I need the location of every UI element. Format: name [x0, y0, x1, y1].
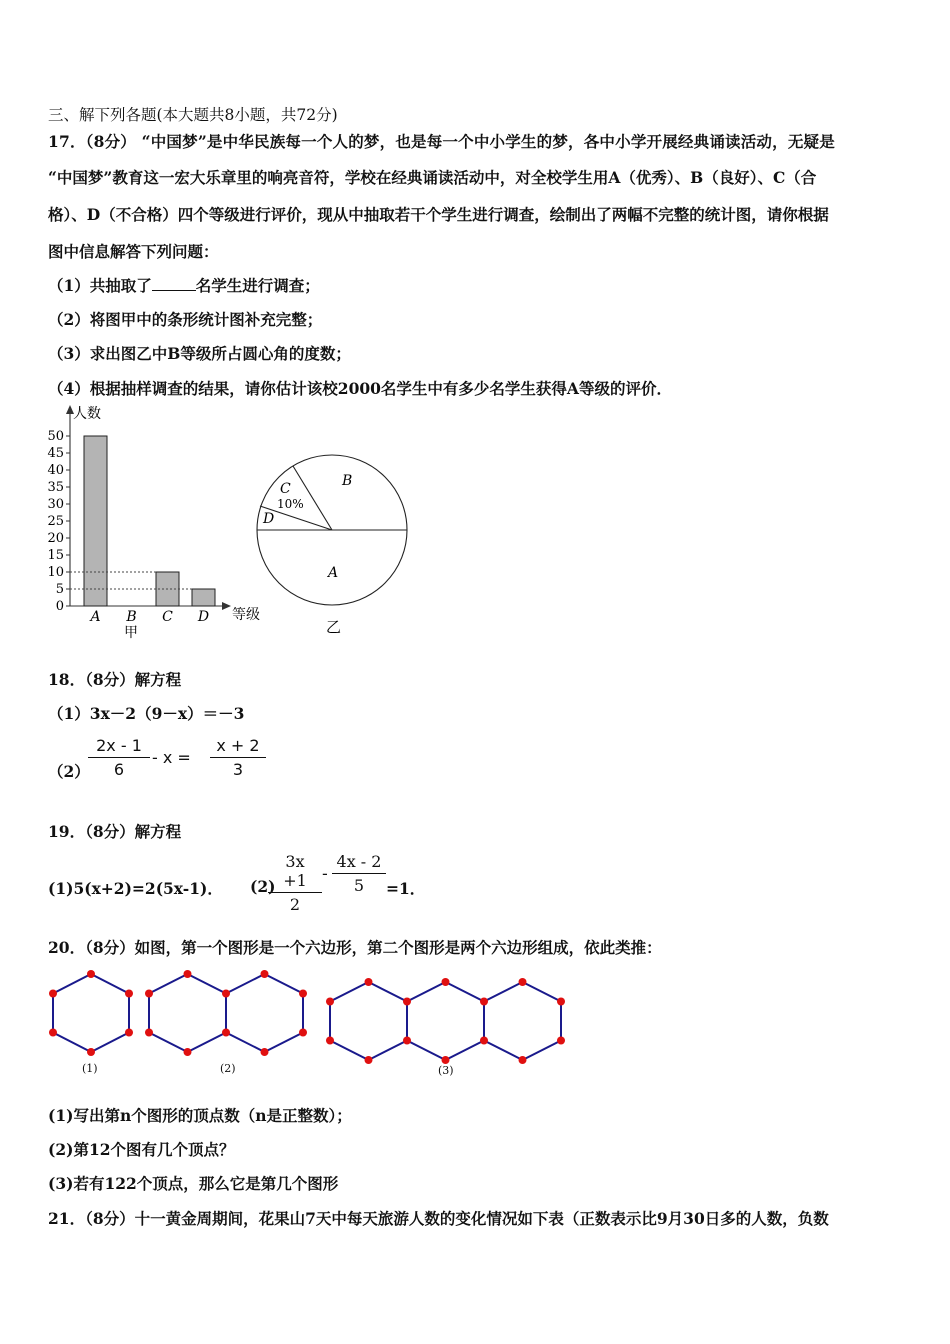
vertex-dot — [87, 1048, 95, 1056]
q17-line1: 17．（8分） “中国梦”是中华民族每一个人的梦，也是每一个中小学生的梦，各中小学开展经典诵读活动，无疑是 — [48, 132, 835, 151]
vertex-dot — [261, 970, 269, 978]
vertex-dot — [326, 1037, 334, 1045]
y-tick-label: 5 — [55, 582, 64, 597]
q17-line2: “中国梦”教育这一宏大乐章里的响亮音符，学校在经典诵读活动中，对全校学生用A（优秀）、B（良好）、C（合 — [48, 168, 817, 187]
hexagon — [53, 974, 129, 1052]
y-tick-label: 30 — [47, 497, 64, 512]
q18-part1: （1）3x－2（9－x）＝－3 — [48, 704, 245, 723]
q18-fraction-right — [210, 736, 266, 779]
pie-label-a: A — [328, 565, 339, 581]
vertex-dot — [125, 1029, 133, 1037]
q17-part2: （2）将图甲中的条形统计图补充完整； — [48, 310, 323, 329]
chart-xlabel: 等级 — [232, 607, 260, 623]
vertex-dot — [326, 998, 334, 1006]
bar-A — [84, 436, 107, 606]
fraction-denominator: 2 — [268, 892, 322, 914]
fraction-numerator: 3x +1 — [283, 852, 307, 890]
q17-part4: （4）根据抽样调查的结果，请你估计该校2000名学生中有多少名学生获得A等级的评价． — [48, 379, 672, 398]
q20-part1: (1)写出第n个图形的顶点数（n是正整数）； — [48, 1106, 352, 1125]
q20-part2: (2)第12个图有几个顶点？ — [48, 1140, 235, 1159]
y-tick-label: 20 — [47, 531, 64, 546]
q21-line1: 21．（8分）十一黄金周期间，花果山7天中每天旅游人数的变化情况如下表（正数表示比9月30日多的人数，负数 — [48, 1209, 829, 1228]
q17-part1-post: 名学生进行调查； — [195, 276, 320, 295]
vertex-dot — [403, 1037, 411, 1045]
vertex-dot — [125, 990, 133, 998]
q19-fraction-left — [268, 852, 322, 914]
q19-minus: - — [322, 864, 328, 883]
q17-part3: （3）求出图乙中B等级所占圆心角的度数； — [48, 344, 351, 363]
vertex-dot — [222, 990, 230, 998]
pie-label-b: B — [342, 473, 353, 489]
q18-part2-label: （2） — [48, 762, 90, 781]
vertex-dot — [365, 1056, 373, 1064]
q19-fraction-right — [332, 852, 386, 895]
bar-D — [192, 589, 215, 606]
q19-part2-label: (2) — [250, 877, 276, 896]
section-header: 三、解下列各题(本大题共8小题，共72分) — [48, 106, 338, 124]
vertex-dot — [519, 1056, 527, 1064]
fraction-denominator: 3 — [210, 757, 266, 779]
answer-blank[interactable] — [152, 276, 196, 291]
fraction-numerator: 2x - 1 — [96, 736, 142, 755]
fig-label-2: (2) — [220, 1062, 236, 1075]
vertex-dot — [261, 1048, 269, 1056]
vertex-dot — [49, 1029, 57, 1037]
vertex-dot — [480, 998, 488, 1006]
y-tick-label: 15 — [47, 548, 64, 563]
vertex-dot — [145, 1029, 153, 1037]
vertex-dot — [87, 970, 95, 978]
y-tick-label: 45 — [47, 446, 64, 461]
q19-title: 19．（8分）解方程 — [48, 822, 182, 841]
vertex-dot — [403, 998, 411, 1006]
q17-line3: 格）、D（不合格）四个等级进行评价，现从中抽取若干个学生进行调查，绘制出了两幅不完整的统计图，请你根据 — [48, 205, 829, 224]
vertex-dot — [184, 970, 192, 978]
y-tick-label: 10 — [47, 565, 64, 580]
pie-chart-yi — [250, 450, 415, 640]
vertex-dot — [365, 978, 373, 986]
q18-title: 18．（8分）解方程 — [48, 670, 182, 689]
q19-part1: (1)5(x+2)=2(5x-1)． — [48, 879, 223, 898]
y-tick-label: 35 — [47, 480, 64, 495]
hexagon — [407, 982, 484, 1060]
vertex-dot — [299, 1029, 307, 1037]
y-tick-label: 25 — [47, 514, 64, 529]
vertex-dot — [49, 990, 57, 998]
q17-part1 — [48, 274, 320, 296]
vertex-dot — [222, 1029, 230, 1037]
y-tick-label: 50 — [47, 429, 64, 444]
hex-figure-1 — [49, 970, 133, 1056]
q18-minus-x-equals: - x = — [152, 748, 191, 767]
x-axis-arrow-icon — [222, 602, 231, 610]
fraction-denominator: 6 — [88, 757, 150, 779]
hexagon — [330, 982, 407, 1060]
vertex-dot — [557, 1037, 565, 1045]
fig-label-1: (1) — [82, 1062, 98, 1075]
q20-title: 20．（8分）如图，第一个图形是一个六边形，第二个图形是两个六边形组成，依此类推： — [48, 938, 662, 957]
category-label-C: C — [162, 609, 173, 625]
pie-label-d: D — [263, 511, 275, 527]
fraction-denominator: 5 — [332, 873, 386, 895]
pie-percent-c: 10% — [277, 497, 304, 511]
hexagon — [484, 982, 561, 1060]
vertex-dot — [145, 990, 153, 998]
bar-chart-jia — [40, 400, 280, 645]
fraction-numerator: 4x - 2 — [336, 852, 382, 871]
hex-figure-2 — [145, 970, 307, 1056]
chart-ylabel: 人数 — [73, 406, 101, 422]
vertex-dot — [442, 1056, 450, 1064]
q18-fraction-left — [88, 736, 150, 779]
chart-title-yi: 乙 — [326, 618, 342, 636]
hexagon — [226, 974, 303, 1052]
vertex-dot — [442, 978, 450, 986]
vertex-dot — [480, 1037, 488, 1045]
category-label-A: A — [90, 609, 101, 625]
q17-line4: 图中信息解答下列问题： — [48, 242, 219, 261]
category-label-B: B — [126, 609, 137, 625]
category-label-D: D — [197, 609, 210, 625]
y-tick-label: 0 — [55, 599, 64, 614]
fig-label-3: (3) — [438, 1064, 454, 1077]
q17-part1-pre: （1）共抽取了 — [48, 276, 152, 295]
pie-label-c: C — [280, 481, 291, 497]
chart-title-jia: 甲 — [124, 625, 138, 641]
vertex-dot — [184, 1048, 192, 1056]
hex-figure-3 — [326, 978, 565, 1064]
hexagon — [149, 974, 226, 1052]
vertex-dot — [557, 998, 565, 1006]
y-tick-label: 40 — [47, 463, 64, 478]
vertex-dot — [519, 978, 527, 986]
fraction-numerator: x + 2 — [216, 736, 260, 755]
q19-tail: =1． — [386, 879, 426, 898]
q20-part3: (3)若有122个顶点，那么它是第几个图形 — [48, 1174, 339, 1193]
vertex-dot — [299, 990, 307, 998]
